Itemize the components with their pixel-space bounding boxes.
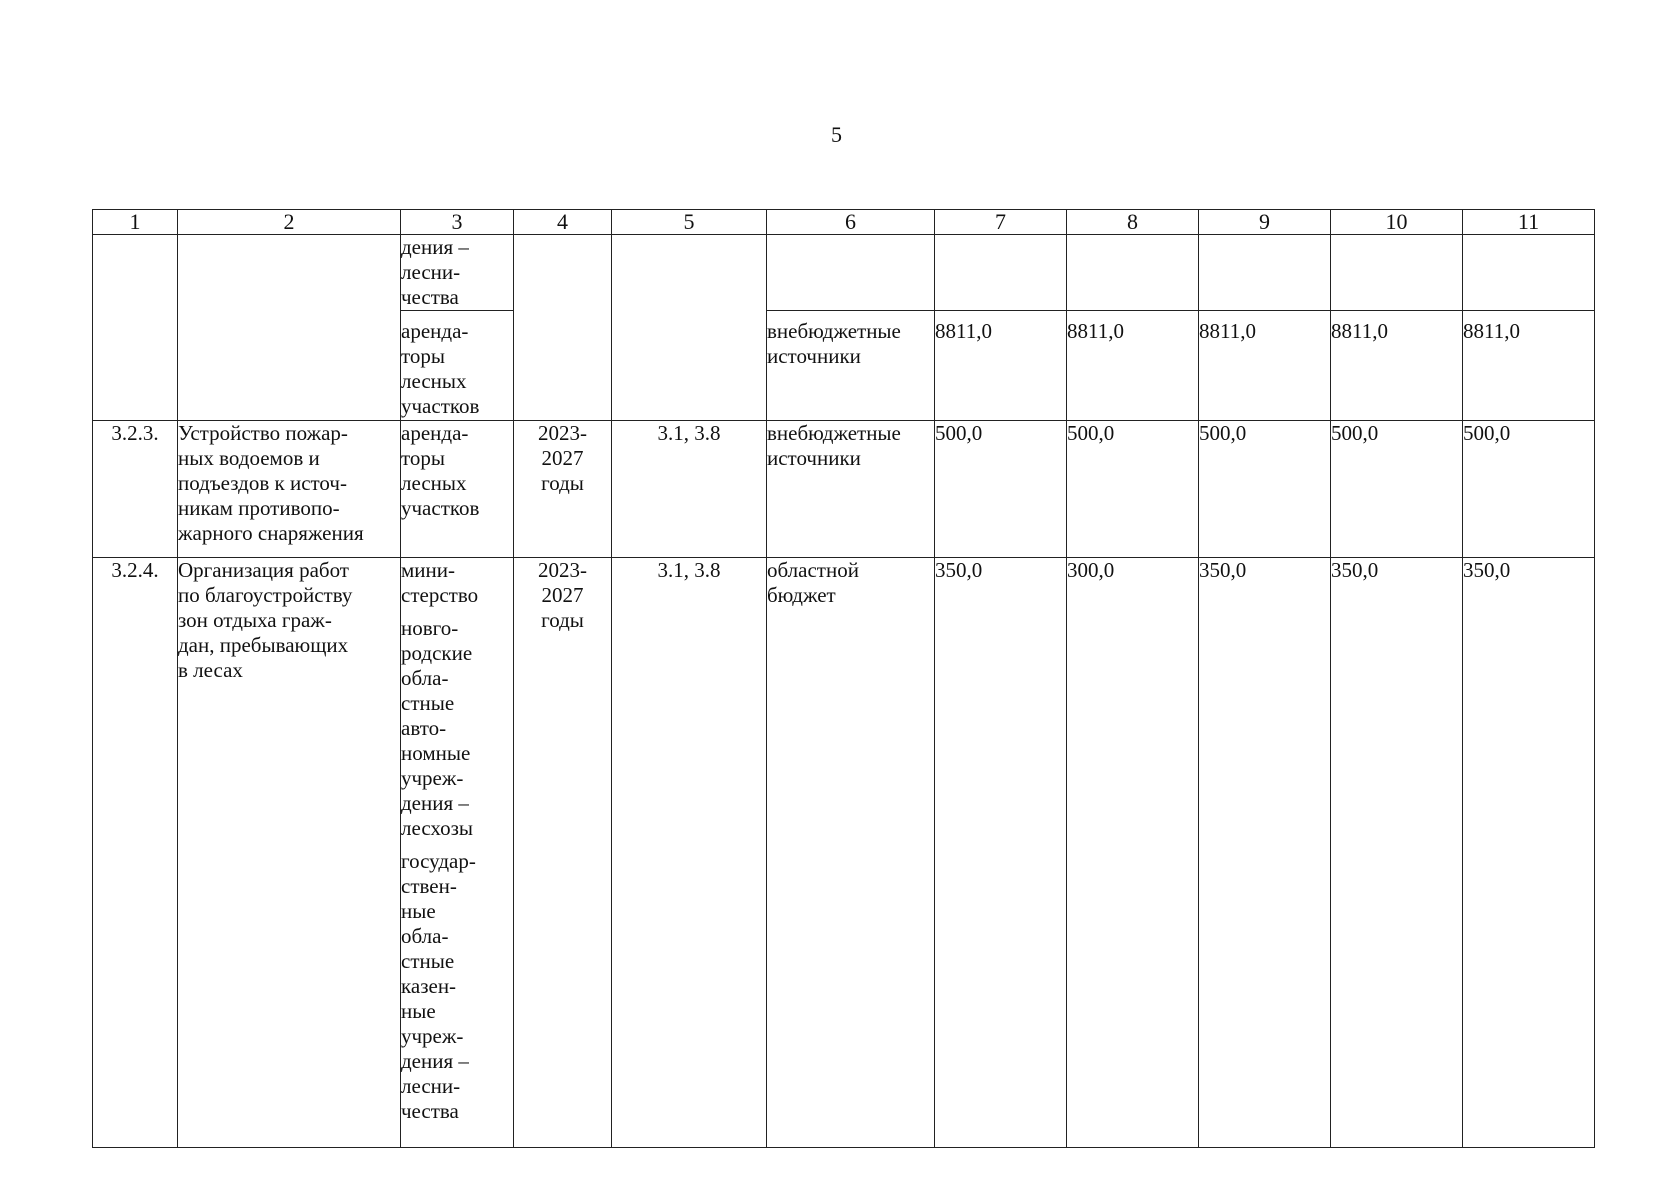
cell-num: 3.2.3. [93, 421, 178, 558]
cell-name: Устройство пожар- ных водоемов и подъездов к источ- никам противопо- жарного снаряжения [178, 421, 401, 558]
cell-source: внебюджетные источники [767, 311, 935, 421]
cell-value: 500,0 [1331, 421, 1463, 558]
cell-executor: дения – лесни- чества [401, 235, 514, 311]
cell-indicators: 3.1, 3.8 [612, 421, 767, 558]
column-number: 2 [178, 210, 401, 235]
cell-source: областной бюджет [767, 558, 935, 1148]
column-number: 5 [612, 210, 767, 235]
table-row [93, 235, 1595, 311]
cell-value: 8811,0 [1331, 311, 1463, 421]
table-row [93, 558, 1595, 1148]
cell-value [1199, 235, 1331, 311]
cell-value: 350,0 [1463, 558, 1595, 1148]
cell-value: 8811,0 [1199, 311, 1331, 421]
executor-group: государ- ствен- ные обла- стные казен- ные учреж- дения – лесни- чества [401, 849, 476, 1123]
column-number: 4 [514, 210, 612, 235]
cell-indicators [612, 235, 767, 421]
cell-executor: аренда- торы лесных участков [401, 311, 514, 421]
cell-value: 350,0 [1331, 558, 1463, 1148]
executor-group: мини- стерство [401, 558, 479, 607]
cell-num [93, 235, 178, 421]
page-number: 5 [831, 122, 842, 147]
cell-name [178, 235, 401, 421]
cell-executor [401, 558, 514, 1148]
executor-group: новго- родские обла- стные авто- номные учреж- дения – лесхозы [401, 616, 473, 840]
cell-value [935, 235, 1067, 311]
cell-period: 2023- 2027 годы [514, 421, 612, 558]
cell-value [1463, 235, 1595, 311]
cell-value: 8811,0 [1463, 311, 1595, 421]
column-number: 9 [1199, 210, 1331, 235]
cell-value [1067, 235, 1199, 311]
cell-value: 500,0 [1067, 421, 1199, 558]
column-number: 8 [1067, 210, 1199, 235]
cell-value: 500,0 [1463, 421, 1595, 558]
cell-indicators: 3.1, 3.8 [612, 558, 767, 1148]
cell-value: 8811,0 [935, 311, 1067, 421]
cell-value: 500,0 [1199, 421, 1331, 558]
column-number: 1 [93, 210, 178, 235]
cell-period: 2023- 2027 годы [514, 558, 612, 1148]
table-row [93, 421, 1595, 558]
cell-value: 300,0 [1067, 558, 1199, 1148]
column-number-row [93, 210, 1595, 235]
cell-source: внебюджетные источники [767, 421, 935, 558]
cell-value: 350,0 [1199, 558, 1331, 1148]
cell-value: 8811,0 [1067, 311, 1199, 421]
cell-value: 500,0 [935, 421, 1067, 558]
cell-value: 350,0 [935, 558, 1067, 1148]
cell-source [767, 235, 935, 311]
column-number: 11 [1463, 210, 1595, 235]
cell-executor: аренда- торы лесных участков [401, 421, 514, 558]
cell-value [1331, 235, 1463, 311]
column-number: 7 [935, 210, 1067, 235]
column-number: 10 [1331, 210, 1463, 235]
cell-num: 3.2.4. [93, 558, 178, 1148]
cell-name: Организация работ по благоустройству зон отдыха граж- дан, пребывающих в лесах [178, 558, 401, 1148]
column-number: 3 [401, 210, 514, 235]
cell-period [514, 235, 612, 421]
column-number: 6 [767, 210, 935, 235]
program-table [92, 209, 1595, 1148]
